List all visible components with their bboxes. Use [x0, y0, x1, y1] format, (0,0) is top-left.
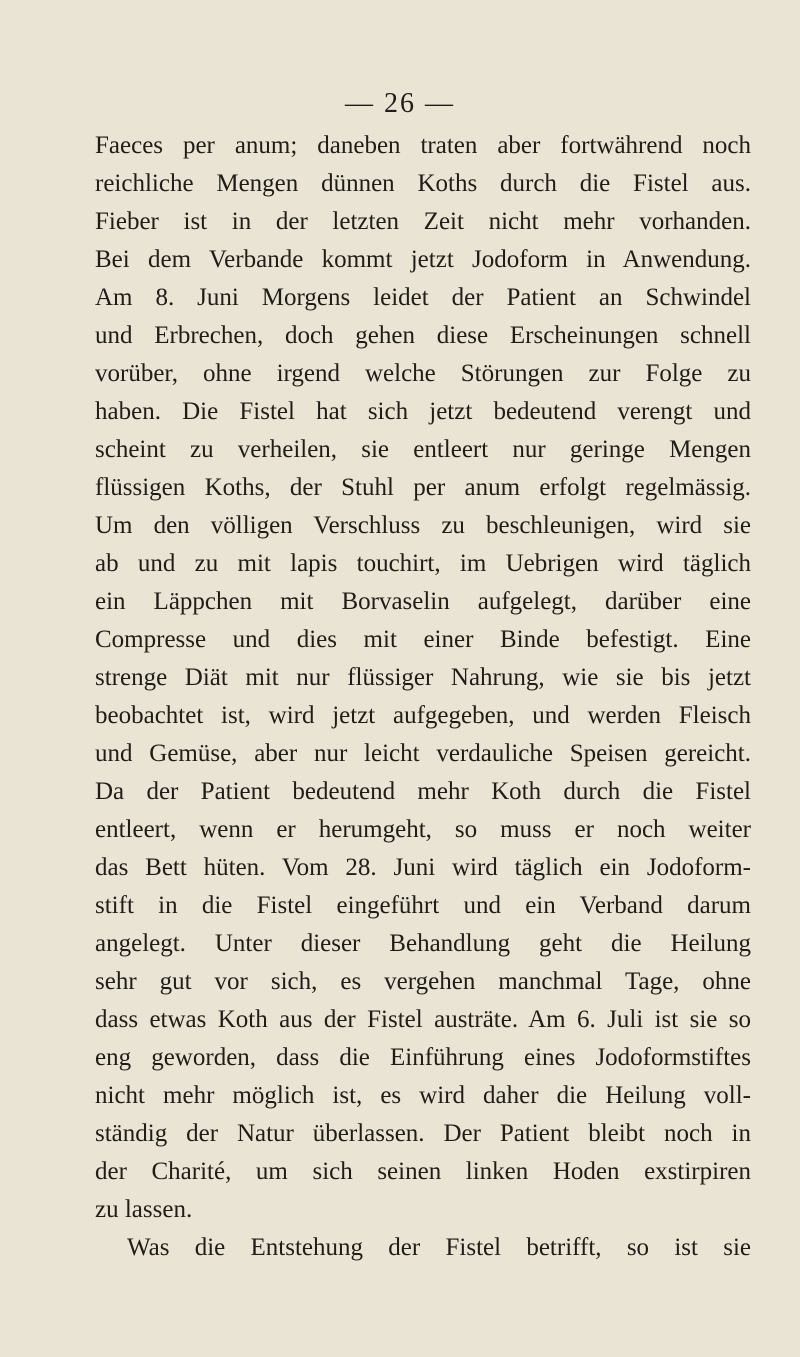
text-line: beobachtet ist, wird jetzt aufgegeben, und werden Fleisch: [95, 702, 751, 729]
text-line: Am 8. Juni Morgens leidet der Patient an Schwindel: [95, 284, 751, 311]
text-line: eng geworden, dass die Einführung eines Jodoformstiftes: [95, 1044, 751, 1071]
text-line: scheint zu verheilen, sie entleert nur geringe Mengen: [95, 436, 751, 463]
text-line: entleert, wenn er herumgeht, so muss er noch weiter: [95, 816, 751, 843]
text-line: flüssigen Koths, der Stuhl per anum erfolgt regelmässig.: [95, 474, 751, 501]
text-line: Bei dem Verbande kommt jetzt Jodoform in Anwendung.: [95, 246, 751, 273]
text-line: nicht mehr möglich ist, es wird daher die Heilung voll-: [95, 1082, 751, 1109]
body-text: [95, 127, 751, 1267]
text-line: haben. Die Fistel hat sich jetzt bedeutend verengt und: [95, 398, 751, 425]
text-line: stift in die Fistel eingeführt und ein Verband darum: [95, 892, 751, 919]
text-line: Da der Patient bedeutend mehr Koth durch die Fistel: [95, 778, 751, 805]
text-line: reichliche Mengen dünnen Koths durch die Fistel aus.: [95, 170, 751, 197]
text-line: Fieber ist in der letzten Zeit nicht mehr vorhanden.: [95, 208, 751, 235]
text-line-paragraph-start: Was die Entstehung der Fistel betrifft, so ist sie: [127, 1234, 751, 1261]
text-line: und Erbrechen, doch gehen diese Erscheinungen schnell: [95, 322, 751, 349]
text-line: ein Läppchen mit Borvaselin aufgelegt, darüber eine: [95, 588, 751, 615]
text-line: Compresse und dies mit einer Binde befestigt. Eine: [95, 626, 751, 653]
text-line: und Gemüse, aber nur leicht verdauliche Speisen gereicht.: [95, 740, 751, 767]
text-line: ständig der Natur überlassen. Der Patient bleibt noch in: [95, 1120, 751, 1147]
text-line: sehr gut vor sich, es vergehen manchmal Tage, ohne: [95, 968, 751, 995]
text-line: angelegt. Unter dieser Behandlung geht die Heilung: [95, 930, 751, 957]
text-line: das Bett hüten. Vom 28. Juni wird täglich ein Jodoform-: [95, 854, 751, 881]
text-line: ab und zu mit lapis touchirt, im Uebrigen wird täglich: [95, 550, 751, 577]
text-line: Um den völligen Verschluss zu beschleunigen, wird sie: [95, 512, 751, 539]
text-line: dass etwas Koth aus der Fistel austräte. Am 6. Juli ist sie so: [95, 1006, 751, 1033]
text-line: strenge Diät mit nur flüssiger Nahrung, wie sie bis jetzt: [95, 664, 751, 691]
page-number: — 26 —: [345, 88, 455, 119]
text-line: vorüber, ohne irgend welche Störungen zur Folge zu: [95, 360, 751, 387]
text-line-paragraph-end: zu lassen.: [95, 1196, 193, 1223]
text-line: Faeces per anum; daneben traten aber fortwährend noch: [95, 132, 751, 159]
text-line: der Charité, um sich seinen linken Hoden exstirpiren: [95, 1158, 751, 1185]
